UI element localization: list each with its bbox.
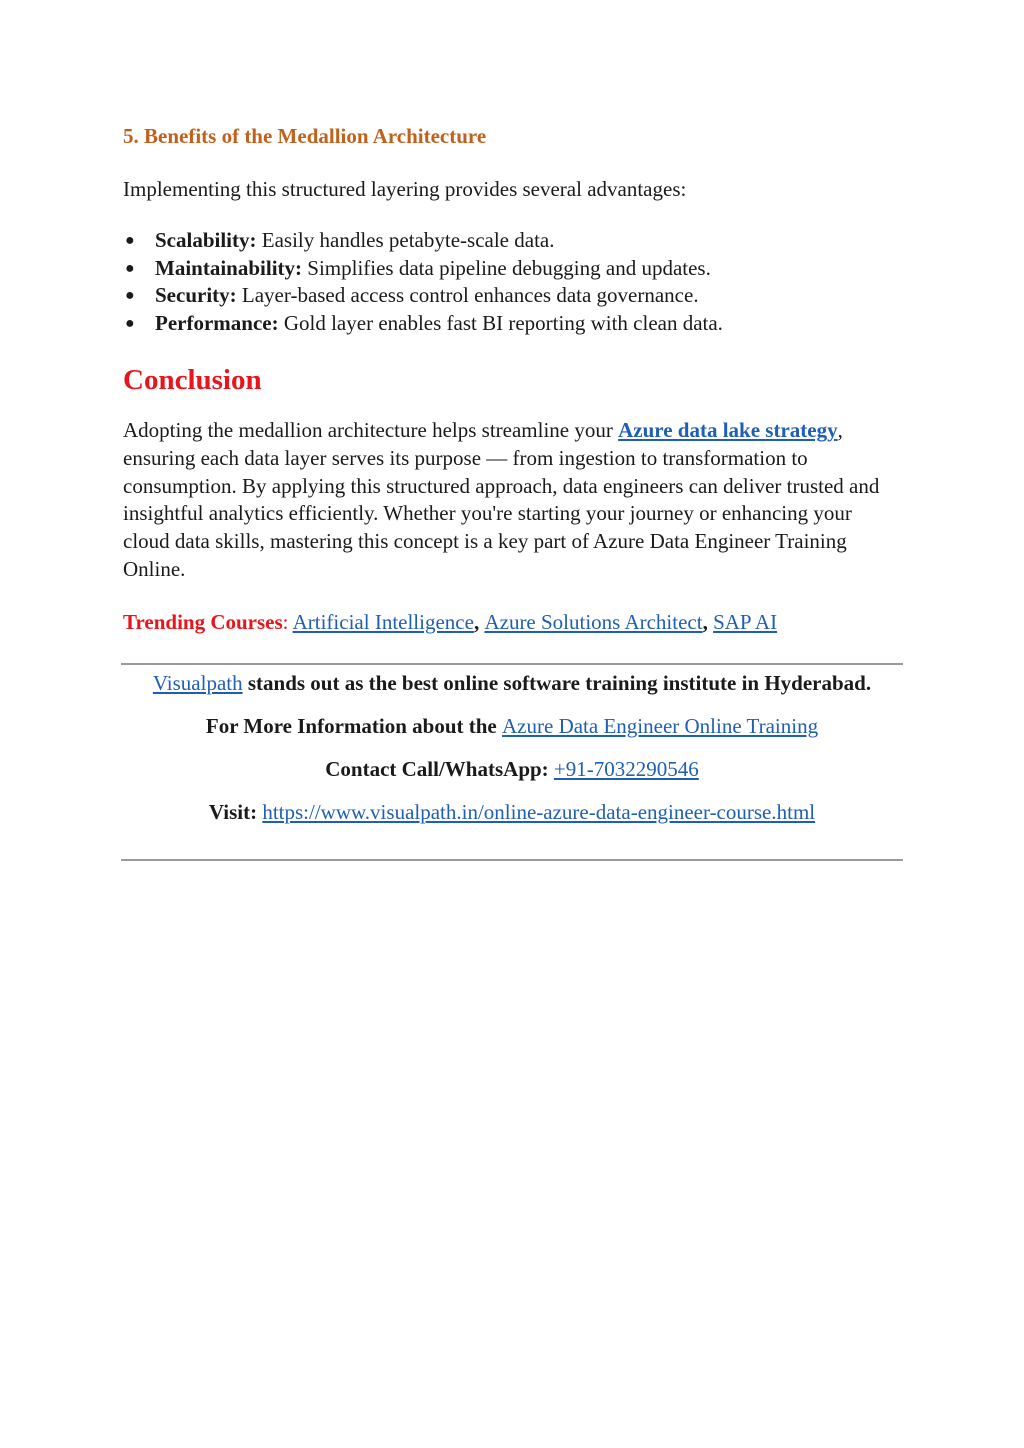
benefit-text: Simplifies data pipeline debugging and updates. — [302, 255, 711, 280]
section-heading: 5. Benefits of the Medallion Architecture — [123, 124, 487, 148]
list-item — [123, 310, 903, 338]
course-link-artificial-intelligence[interactable]: Artificial Intelligence — [292, 609, 474, 634]
course-separator: , — [473, 609, 485, 634]
phone-link[interactable]: +91-7032290546 — [553, 757, 699, 781]
benefit-term: Security: — [155, 283, 237, 307]
bullet-icon: ● — [125, 232, 135, 249]
footer-info-box — [121, 663, 903, 861]
section-intro: Implementing this structured layering provides several advantages: — [123, 177, 687, 201]
benefit-text: Gold layer enables fast BI reporting with clean data. — [278, 310, 723, 335]
list-item — [123, 227, 903, 255]
azure-data-engineer-training-link[interactable]: Azure Data Engineer Online Training — [502, 714, 819, 738]
benefit-term: Maintainability: — [155, 255, 303, 280]
document-page — [123, 124, 903, 636]
conclusion-text-start: Adopting the medallion architecture helps streamline your — [123, 418, 619, 442]
conclusion-text-end: , ensuring each data layer serves its purpose — from ingestion to transformation to consumption. By applying this structured approach, data engineers can deliver trusted and insightful analytics efficiently. Whether you're starting your journey or enhancing your cloud data skills, mastering this concept is a key part of Azure Data Engineer Training Online. — [123, 418, 880, 581]
trending-colon: : — [282, 609, 293, 634]
conclusion-paragraph — [123, 417, 903, 584]
trending-label: Trending Courses — [123, 609, 283, 634]
footer-brand-text: stands out as the best online software training institute in Hyderabad. — [242, 671, 872, 695]
bullet-icon: ● — [125, 314, 135, 332]
course-link-sap-ai[interactable]: SAP AI — [713, 609, 778, 634]
footer-contact-line — [121, 754, 903, 784]
visit-url-link[interactable]: https://www.visualpath.in/online-azure-data-engineer-course.html — [262, 800, 816, 824]
visualpath-link[interactable]: Visualpath — [152, 671, 243, 695]
benefit-term: Scalability: — [155, 228, 257, 252]
bullet-icon: ● — [125, 259, 135, 277]
course-separator: , — [702, 609, 714, 634]
footer-contact-label: Contact Call/WhatsApp: — [325, 757, 554, 781]
benefit-term: Performance: — [155, 310, 279, 335]
footer-info-line — [121, 711, 903, 741]
footer-info-label: For More Information about the — [205, 714, 503, 738]
benefit-text: Easily handles petabyte-scale data. — [256, 228, 555, 252]
footer-brand-line — [121, 668, 903, 698]
footer-visit-line — [121, 797, 903, 827]
course-link-azure-solutions-architect[interactable]: Azure Solutions Architect — [484, 609, 703, 634]
azure-data-lake-strategy-link[interactable]: Azure data lake strategy — [618, 418, 838, 442]
footer-visit-label: Visit: — [208, 800, 263, 824]
list-item — [123, 282, 903, 310]
trending-courses — [123, 608, 903, 636]
benefit-text: Layer-based access control enhances data governance. — [236, 283, 699, 307]
list-item — [123, 255, 903, 283]
benefits-list — [123, 227, 903, 337]
bullet-icon: ● — [125, 287, 135, 304]
conclusion-title: Conclusion — [123, 364, 262, 396]
